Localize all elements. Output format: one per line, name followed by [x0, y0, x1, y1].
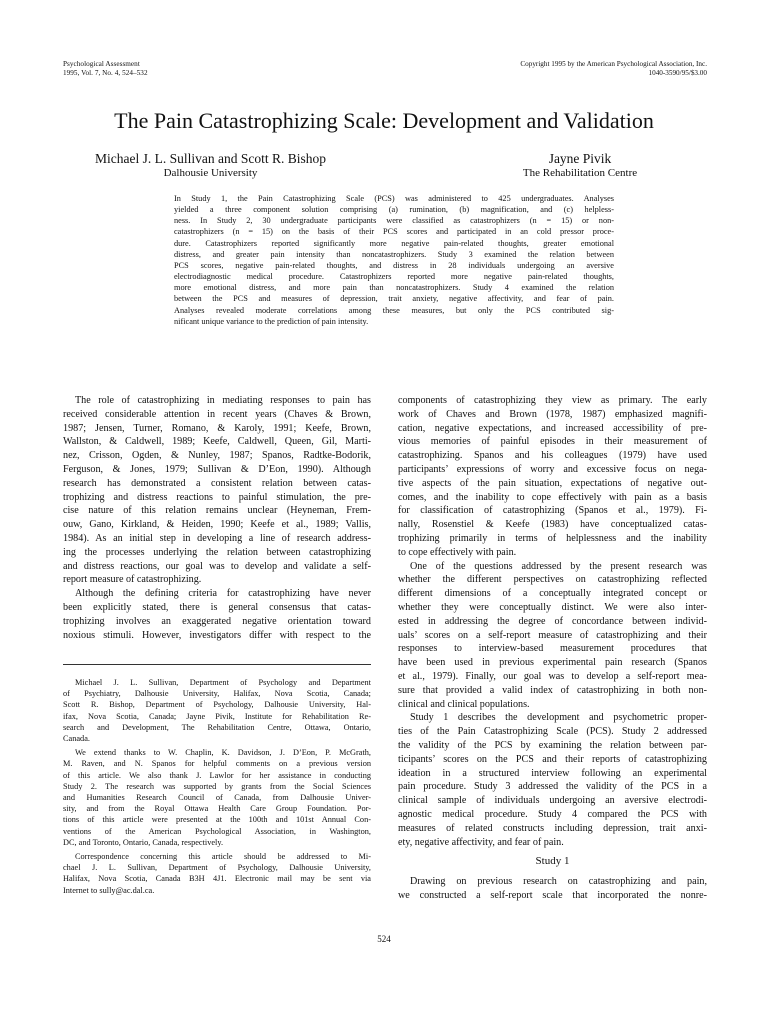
- body-line: different dimensions of a conceptually integrated concept or: [398, 588, 707, 600]
- body-line: et al., 1979). Finally, our goal was to develop a self-report mea-: [398, 670, 707, 682]
- footnote-line: chael J. L. Sullivan, Department of Psychology, Dalhousie University,: [63, 863, 371, 873]
- footnote-line: M. Raven, and N. Spanos for helpful comments on a previous version: [63, 759, 371, 769]
- body-line: Wallston, & Caldwell, 1989; Keefe, Caldwell, Queen, Gil, Marti-: [63, 436, 371, 448]
- abstract-line: dure. Catastrophizers reported significantly more negative pain-related thoughts, greater emotional: [174, 238, 614, 248]
- body-line: cise nature of this relation remains unclear (Heyneman, Frem-: [63, 505, 371, 517]
- body-line: ticipants’ scores on the PCS and their reports of catastrophizing: [398, 753, 707, 765]
- author-block-left: [95, 151, 326, 179]
- body-line: for classification of catastrophizing (Spanos et al., 1979). Fi-: [398, 505, 707, 517]
- footnote-line: Michael J. L. Sullivan, Department of Psychology and Department: [75, 678, 371, 687]
- footnote-line: Correspondence concerning this article should be addressed to Mi-: [75, 852, 371, 862]
- body-line: the validity of the PCS by examining the relation between par-: [398, 739, 707, 751]
- footnote-line: Internet to sully@ac.dal.ca.: [63, 885, 155, 895]
- footnote-line: ifax, Nova Scotia, Canada; Jayne Pivik, Institute for Rehabilitation Re-: [63, 711, 371, 721]
- body-line: noxious stimuli. However, investigators differ with respect to the: [63, 629, 371, 641]
- body-line: uals’ scores on a self-report measure of catastrophizing and their: [398, 629, 707, 641]
- body-line: ested in addressing the degree of concordance between individ-: [398, 615, 707, 627]
- footnote-line: ventions of the American Psychological Association, in Washington,: [63, 826, 371, 836]
- author-note: [63, 677, 371, 896]
- copyright-line: Copyright 1995 by the American Psychological Association, Inc.: [520, 60, 707, 68]
- abstract-line: distress, and greater pain intensity than noncatastrophizers. Study 3 examined the relation between: [174, 249, 614, 259]
- abstract-line: PCS scores, negative pain-related thoughts, and distress in 28 individuals undergoing an aversive: [174, 260, 614, 270]
- body-line: participants’ expressions of worry and excessive focus on nega-: [398, 463, 707, 475]
- footnote-line: Canada.: [63, 734, 90, 744]
- footnote-line: We extend thanks to W. Chaplin, K. Davidson, J. D’Eon, P. McGrath,: [75, 748, 371, 758]
- footnote-line: DC, and Toronto, Ontario, Canada, respectively.: [63, 837, 224, 847]
- body-line: responses to interview-based measurement procedures that: [398, 643, 707, 655]
- section-heading: Study 1: [535, 855, 570, 868]
- body-line: clinical and clinical populations.: [398, 698, 530, 710]
- body-line: comes, and the inability to cope effectively with pain as a basis: [398, 491, 707, 503]
- body-line: agnostic medical procedure. Study 4 compared the PCS with: [398, 808, 707, 820]
- body-line: 1984). As an initial step in developing a line of research address-: [63, 532, 371, 544]
- body-line: research has demonstrated a consistent relation between catas-: [63, 477, 371, 489]
- body-line: been explicitly stated, there is general consensus that catas-: [63, 601, 371, 613]
- journal-header: [63, 60, 148, 77]
- body-line: clinical sample of individuals undergoing an aversive electrodi-: [398, 795, 707, 807]
- footnote-divider: [63, 664, 371, 665]
- body-line: cation, negative expectations, and increased accessibility of pre-: [398, 422, 707, 434]
- body-line: received considerable attention in recent years (Chaves & Brown,: [63, 408, 371, 420]
- author-affiliation-left: Dalhousie University: [163, 166, 258, 179]
- author-affiliation-right: The Rehabilitation Centre: [522, 166, 638, 179]
- body-line: trophizing involves an exaggerated negative orientation toward: [63, 615, 371, 627]
- body-line: and distress reactions, our goal was to develop and validate a self-: [63, 560, 371, 572]
- right-column: [398, 394, 707, 903]
- footnote-line: Study 2. The research was supported by grants from the Social Sciences: [63, 781, 371, 791]
- footnote-line: and Humanities Research Council of Canada, from Dalhousie Univer-: [63, 793, 371, 803]
- body-line: trophizing primarily in terms of helplessness and the inability: [398, 532, 707, 544]
- footnote-line: Halifax, Nova Scotia, Canada B3H 4J1. Electronic mail may be sent via: [63, 874, 371, 884]
- body-line: tive aspects of the pain situation, expectations of negative out-: [398, 477, 707, 489]
- footnote-line: of this article. We also thank J. Lawlor for her assistance in conducting: [63, 770, 371, 780]
- page-number: 524: [377, 934, 391, 944]
- journal-name: Psychological Assessment: [63, 60, 140, 68]
- abstract-line: electrodiagnostic medical procedure. Catastrophizers reported more negative pain-related thoughts,: [174, 272, 614, 282]
- body-line: nez, Crisson, Ogden, & Nunley, 1987; Spanos, Radtke-Bodorik,: [63, 450, 371, 462]
- body-line: components of catastrophizing they view as primary. The early: [398, 395, 707, 406]
- body-line: we constructed a self-report scale that incorporated the nonre-: [398, 889, 707, 901]
- abstract-line: In Study 1, the Pain Catastrophizing Scale (PCS) was administered to 425 undergraduates. Analyses: [174, 194, 614, 203]
- author-names-left: Michael J. L. Sullivan and Scott R. Bishop: [95, 151, 326, 166]
- abstract: [174, 193, 614, 327]
- body-line: Ferguson, & Jones, 1979; Sullivan & D’Eon, 1990). Although: [63, 463, 371, 475]
- body-line: Although the defining criteria for catastrophizing have never: [75, 588, 371, 600]
- copyright-header: [520, 60, 707, 77]
- abstract-line: nificant unique variance to the prediction of pain intensity.: [174, 316, 369, 326]
- body-line: nally, Rosenstiel & Keefe (1983) have conceptualized catas-: [398, 519, 707, 531]
- body-line: catastrophizing. Spanos and his colleagues (1979) have used: [398, 450, 707, 462]
- abstract-line: Analyses revealed moderate correlations among these measures, but only the PCS contributed sig-: [174, 305, 614, 315]
- body-line: have been used in previous experimental pain research (Spanos: [398, 657, 707, 669]
- body-line: One of the questions addressed by the present research was: [410, 560, 707, 572]
- body-line: ouw, Gano, Kirkland, & Heiden, 1990; Keefe et al., 1989; Vallis,: [63, 519, 371, 531]
- body-line: 1987; Jensen, Turner, Romano, & Karoly, 1991; Keefe, Brown,: [63, 422, 371, 434]
- footnote-line: sity, and from the Royal Ottawa Health Care Group Foundation. Por-: [63, 804, 371, 814]
- footnote-line: tions of this article were presented at the 100th and 101st Annual Con-: [63, 815, 371, 825]
- body-line: Study 1 describes the development and psychometric proper-: [410, 712, 707, 724]
- article-code: 1040-3590/95/$3.00: [648, 68, 707, 77]
- body-line: sure that provided a valid index of catastrophizing in both non-: [398, 684, 707, 696]
- body-line: The role of catastrophizing in mediating responses to pain has: [75, 395, 371, 406]
- body-line: Drawing on previous research on catastrophizing and pain,: [410, 876, 707, 888]
- body-line: trophizing and distress reactions to painful stimulation, the pre-: [63, 491, 371, 503]
- left-column: [63, 394, 371, 642]
- body-line: ties of the Pain Catastrophizing Scale (PCS). Study 2 addressed: [398, 726, 707, 738]
- body-line: pain procedure. Study 3 addressed the validity of the PCS in a: [398, 781, 707, 793]
- abstract-line: ness. In Study 2, 30 undergraduate participants were classified as catastrophizers (n = 15) or non-: [174, 216, 614, 226]
- body-line: measures of related constructs including depression, trait anxi-: [398, 822, 707, 834]
- body-line: whether they were conceptually distinct. We were also inter-: [398, 601, 707, 613]
- body-line: ideation in a structured interview following an experimental: [398, 767, 707, 779]
- footnote-line: search and Development, The Rehabilitation Centre, Ottawa, Ontario,: [63, 722, 371, 732]
- journal-citation: 1995, Vol. 7, No. 4, 524–532: [63, 68, 148, 77]
- footnote-line: Scott R. Bishop, Department of Psychology, Dalhousie University, Hal-: [63, 700, 371, 710]
- abstract-line: between the PCS and measures of depression, trait anxiety, negative affectivity, and fear of pain.: [174, 294, 614, 304]
- body-line: ety, negative affectivity, and fear of pain.: [398, 836, 564, 848]
- body-line: vious memories of painful episodes in their measurement of: [398, 436, 707, 448]
- abstract-line: yielded a three component solution comprising (a) rumination, (b) magnification, and (c) helpless-: [174, 205, 614, 215]
- author-names-right: Jayne Pivik: [548, 151, 612, 166]
- abstract-line: catastrophizers (n = 15) on the basis of their PCS scores and participated in an cold pressor proce-: [174, 227, 614, 237]
- abstract-line: more emotional distress, and more pain than noncatastrophizers. Study 4 examined the relation: [174, 283, 614, 293]
- article-title: The Pain Catastrophizing Scale: Development and Validation: [114, 108, 654, 133]
- author-block-right: [480, 151, 680, 179]
- body-line: ing the processes underlying the relation between catastrophizing: [63, 546, 371, 558]
- body-line: work of Chaves and Brown (1978, 1987) emphasized magnifi-: [398, 408, 707, 420]
- body-line: to cope effectively with pain.: [398, 546, 517, 558]
- body-line: whether the different perspectives on catastrophizing reflected: [398, 574, 707, 586]
- body-line: report measure of catastrophizing.: [63, 574, 202, 586]
- footnote-line: of Psychiatry, Dalhousie University, Halifax, Nova Scotia, Canada;: [63, 689, 371, 699]
